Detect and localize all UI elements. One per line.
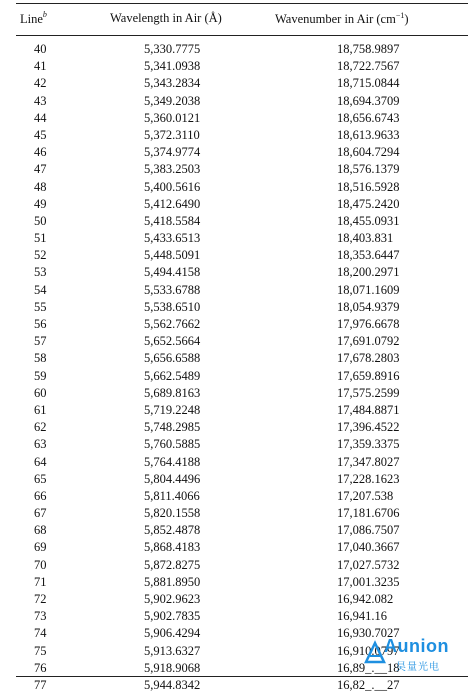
cell-line: 75: [34, 643, 47, 658]
cell-wavelength: 5,433.6513: [144, 231, 201, 246]
cell-line: 72: [34, 592, 47, 606]
cell-wavelength: 5,418.5584: [144, 213, 201, 228]
cell-line: 47: [34, 162, 47, 177]
cell-wavenumber: 18,576.1379: [337, 162, 400, 177]
cell-wavelength: 5,872.8275: [144, 557, 201, 572]
cell-wavelength: 5,748.2985: [144, 420, 201, 435]
cell-line: 66: [34, 488, 47, 503]
cell-line: 41: [34, 59, 47, 74]
table-body: [0, 41, 472, 694]
table-row: [0, 247, 472, 264]
cell-wavenumber: 18,613.9633: [337, 127, 400, 142]
table-bottom-rule: [16, 676, 468, 677]
table-row: [0, 299, 472, 316]
table-row: [0, 75, 472, 92]
cell-line: 73: [34, 609, 47, 624]
cell-wavelength: 5,760.5885: [144, 437, 201, 452]
table-header-rule: [16, 35, 468, 36]
cell-wavenumber: 17,396.4522: [337, 420, 400, 435]
cell-wavenumber: 17,484.8871: [337, 402, 400, 417]
header-line-footnote: b: [42, 10, 47, 19]
table-row: [0, 264, 472, 281]
cell-wavelength: 5,400.5616: [144, 179, 201, 194]
cell-wavenumber: 18,353.6447: [337, 248, 400, 263]
watermark-subtitle: 昊量光电: [396, 662, 440, 673]
cell-line: 74: [34, 626, 47, 641]
table-row: [0, 436, 472, 453]
cell-line: 53: [34, 265, 47, 280]
table-row: [0, 144, 472, 161]
cell-wavelength: 5,719.2248: [144, 402, 201, 417]
table-row: [0, 419, 472, 436]
cell-wavenumber: 17,659.8916: [337, 368, 400, 383]
cell-wavelength: 5,349.2038: [144, 93, 201, 108]
cell-line: 46: [34, 145, 47, 160]
cell-wavenumber: 17,040.3667: [337, 540, 400, 555]
cell-wavelength: 5,902.9623: [144, 592, 201, 606]
watermark: [362, 636, 472, 676]
cell-line: 44: [34, 110, 47, 125]
cell-line: 58: [34, 351, 47, 366]
header-line-label: Line: [20, 12, 43, 27]
table-row: [0, 179, 472, 196]
header-wavenumber-close: ): [404, 12, 409, 27]
table-row: [0, 402, 472, 419]
table-row: [0, 677, 472, 694]
cell-line: 69: [34, 540, 47, 555]
cell-line: 70: [34, 557, 47, 572]
cell-line: 48: [34, 179, 47, 194]
cell-wavenumber: 17,691.0792: [337, 334, 400, 349]
cell-wavelength: 5,820.1558: [144, 506, 201, 521]
cell-line: 64: [34, 454, 47, 469]
cell-wavenumber: 18,475.2420: [337, 196, 400, 211]
cell-wavelength: 5,913.6327: [144, 643, 201, 658]
cell-wavelength: 5,538.6510: [144, 299, 201, 314]
cell-wavelength: 5,343.2834: [144, 76, 201, 91]
cell-wavenumber: 16,941.16: [337, 609, 387, 624]
table-header-row: [0, 11, 472, 29]
cell-wavelength: 5,906.4294: [144, 626, 201, 641]
cell-line: 54: [34, 282, 47, 297]
table-row: [0, 350, 472, 367]
table-row: [0, 41, 472, 58]
cell-line: 43: [34, 93, 47, 108]
cell-line: 68: [34, 523, 47, 538]
cell-wavelength: 5,868.4183: [144, 540, 201, 555]
table-row: [0, 539, 472, 556]
table-top-rule: [16, 3, 468, 4]
table-row: [0, 282, 472, 299]
cell-wavelength: 5,944.8342: [144, 677, 201, 692]
cell-wavelength: 5,448.5091: [144, 248, 201, 263]
cell-wavelength: 5,656.6588: [144, 351, 201, 366]
table-row: [0, 385, 472, 402]
cell-wavelength: 5,764.4188: [144, 454, 201, 469]
cell-wavenumber: 16,82_.__27: [337, 677, 400, 692]
cell-wavenumber: 16,89_.__18: [337, 660, 400, 675]
cell-line: 60: [34, 385, 47, 400]
cell-wavenumber: 17,575.2599: [337, 385, 400, 400]
cell-wavelength: 5,341.0938: [144, 59, 201, 74]
table-row: [0, 557, 472, 574]
cell-line: 52: [34, 248, 47, 263]
cell-wavenumber: 17,976.6678: [337, 317, 400, 331]
cell-line: 62: [34, 420, 47, 435]
cell-wavelength: 5,852.4878: [144, 523, 201, 538]
cell-line: 76: [34, 660, 47, 675]
cell-wavenumber: 17,359.3375: [337, 437, 400, 452]
table-row: [0, 368, 472, 385]
cell-wavenumber: 18,200.2971: [337, 265, 400, 280]
cell-wavenumber: 18,722.7567: [337, 59, 400, 74]
cell-wavelength: 5,533.6788: [144, 282, 201, 297]
cell-line: 65: [34, 471, 47, 486]
cell-wavenumber: 17,678.2803: [337, 351, 400, 366]
cell-line: 42: [34, 76, 47, 91]
table-row: [0, 488, 472, 505]
cell-wavenumber: 18,455.0931: [337, 213, 400, 228]
cell-wavenumber: 17,001.3235: [337, 574, 400, 589]
table-row: [0, 93, 472, 110]
cell-wavelength: 5,372.3110: [144, 127, 200, 142]
header-wavelength: Wavelength in Air (Å): [110, 11, 222, 25]
table-row: [0, 58, 472, 75]
cell-line: 45: [34, 127, 47, 142]
cell-wavenumber: 17,228.1623: [337, 471, 400, 486]
cell-line: 51: [34, 231, 47, 246]
table-row: [0, 333, 472, 350]
cell-wavelength: 5,494.4158: [144, 265, 201, 280]
table-row: [0, 608, 472, 625]
table-row: [0, 574, 472, 591]
cell-wavenumber: 18,516.5928: [337, 179, 400, 194]
header-wavenumber-exponent: −1: [395, 11, 405, 20]
table-row: [0, 110, 472, 127]
cell-wavelength: 5,562.7662: [144, 317, 201, 331]
cell-wavelength: 5,662.5489: [144, 368, 201, 383]
cell-wavelength: 5,918.9068: [144, 660, 201, 675]
watermark-brand: Aunion: [384, 636, 449, 656]
cell-line: 77: [34, 677, 47, 692]
cell-wavelength: 5,881.8950: [144, 574, 201, 589]
table-row: [0, 213, 472, 230]
cell-wavenumber: 17,181.6706: [337, 506, 400, 521]
cell-wavelength: 5,374.9774: [144, 145, 201, 160]
cell-wavenumber: 18,071.1609: [337, 282, 400, 297]
cell-line: 57: [34, 334, 47, 349]
table-row: [0, 127, 472, 144]
cell-wavelength: 5,689.8163: [144, 385, 201, 400]
cell-wavenumber: 16,910.0797: [337, 643, 400, 658]
header-wavenumber: [275, 11, 409, 27]
cell-wavenumber: 18,403.831: [337, 231, 394, 246]
cell-line: 49: [34, 196, 47, 211]
cell-wavelength: 5,360.0121: [144, 110, 201, 125]
cell-line: 61: [34, 402, 47, 417]
cell-line: 59: [34, 368, 47, 383]
cell-wavelength: 5,383.2503: [144, 162, 201, 177]
cell-wavelength: 5,330.7775: [144, 42, 201, 56]
cell-wavenumber: 18,715.0844: [337, 76, 400, 91]
cell-wavenumber: 17,347.8027: [337, 454, 400, 469]
cell-wavelength: 5,811.4066: [144, 488, 200, 503]
cell-line: 63: [34, 437, 47, 452]
header-wavenumber-label: Wavenumber in Air (cm: [275, 12, 396, 27]
cell-wavenumber: 18,694.3709: [337, 93, 400, 108]
table-row: [0, 161, 472, 178]
cell-wavenumber: 16,942.082: [337, 592, 394, 606]
table-row: [0, 196, 472, 213]
cell-line: 71: [34, 574, 47, 589]
cell-wavenumber: 18,604.7294: [337, 145, 400, 160]
table-row: [0, 454, 472, 471]
cell-line: 50: [34, 213, 47, 228]
table-row: [0, 316, 472, 333]
cell-line: 56: [34, 317, 47, 331]
cell-wavelength: 5,412.6490: [144, 196, 201, 211]
cell-line: 55: [34, 299, 47, 314]
cell-wavelength: 5,902.7835: [144, 609, 201, 624]
cell-wavenumber: 18,054.9379: [337, 299, 400, 314]
table-row: [0, 230, 472, 247]
cell-wavenumber: 17,207.538: [337, 488, 394, 503]
table-row: [0, 591, 472, 608]
cell-wavenumber: 17,086.7507: [337, 523, 400, 538]
cell-wavenumber: 18,758.9897: [337, 42, 400, 56]
header-line: [20, 11, 47, 27]
cell-wavelength: 5,804.4496: [144, 471, 201, 486]
cell-line: 67: [34, 506, 47, 521]
cell-wavenumber: 17,027.5732: [337, 557, 400, 572]
cell-wavelength: 5,652.5664: [144, 334, 201, 349]
cell-wavenumber: 16,930.7027: [337, 626, 400, 641]
table-row: [0, 505, 472, 522]
cell-line: 40: [34, 42, 47, 56]
table-row: [0, 522, 472, 539]
table-row: [0, 471, 472, 488]
cell-wavenumber: 18,656.6743: [337, 110, 400, 125]
